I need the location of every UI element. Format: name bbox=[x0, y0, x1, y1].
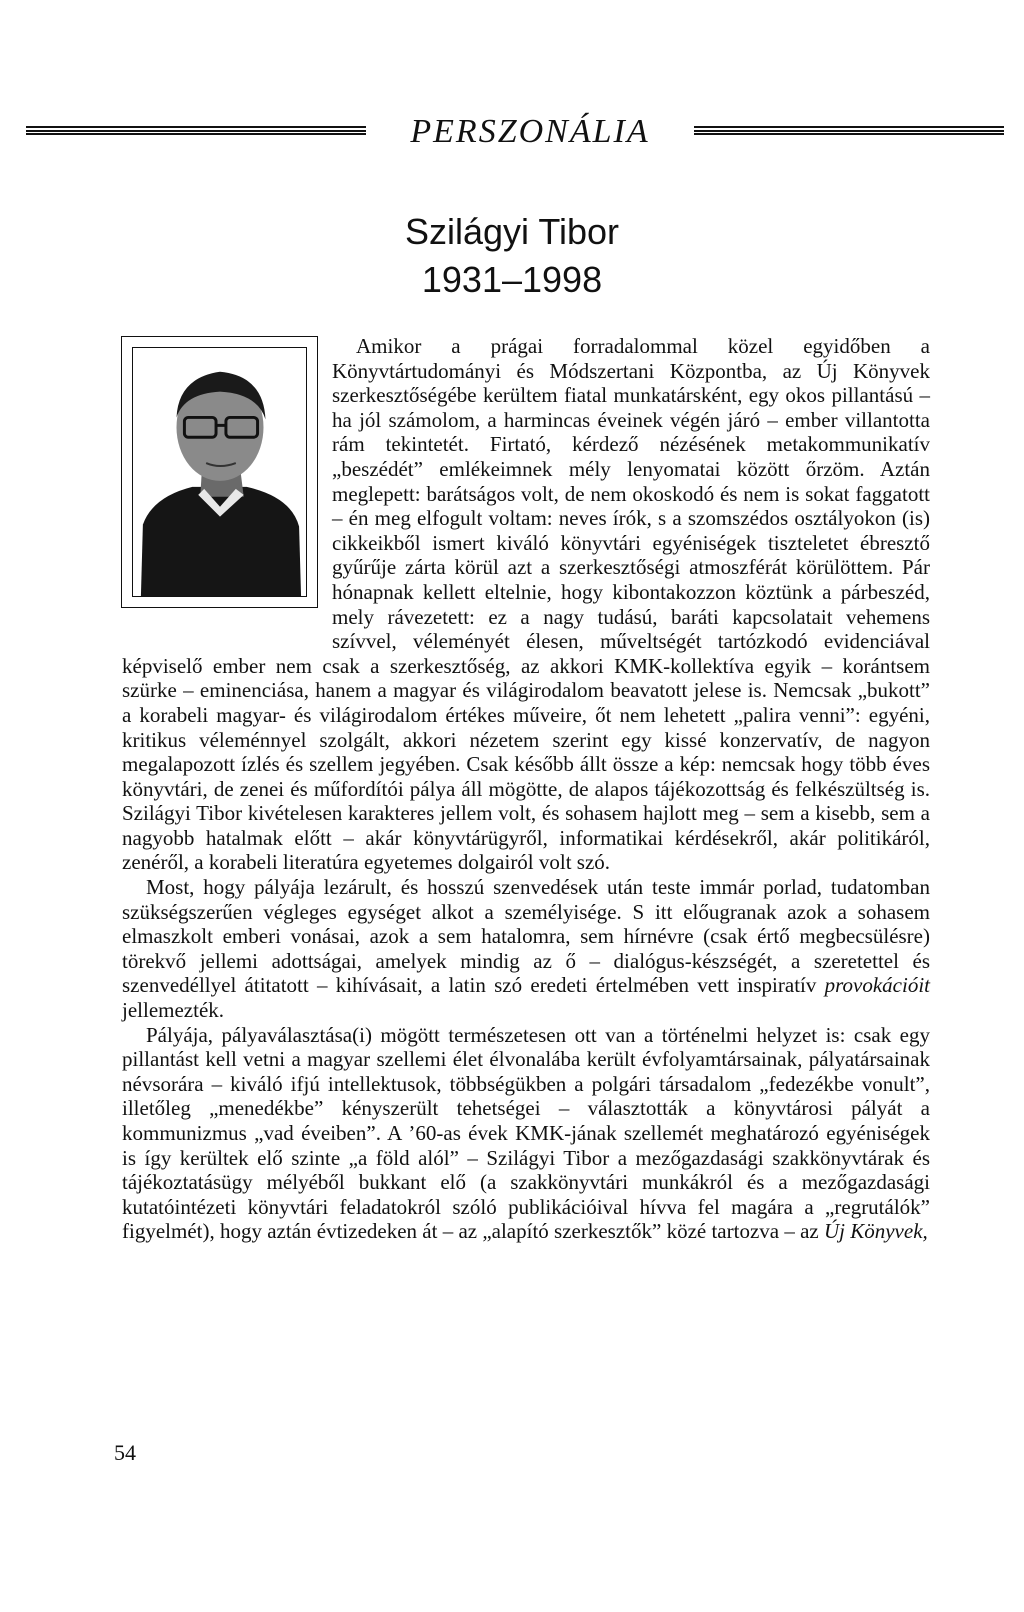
paragraph-2-end: jellemezték. bbox=[122, 998, 225, 1023]
paragraph-2-text: Most, hogy pályája lezárult, és hosszú szenvedések után teste immár porlad, tudatomban szükségszerűen végleges egységet alkot a személyisége. S itt előugranak azok a sohasem elmaszkolt emberi vonásai, azok a sem hatalomra, sem hírnévre (csak értő megbecsülésre) törekvő jellemi adottságai, amelyek mindig az ő – dialógus-készségét, a szeretettel és szenvedéllyel átitatott – kihívásait, a latin szó eredeti értelmében vett inspiratív bbox=[122, 875, 930, 998]
obituary-name: Szilágyi Tibor bbox=[404, 211, 620, 252]
section-title: PERSZONÁLIA bbox=[410, 113, 650, 150]
obituary-years: 1931–1998 bbox=[421, 259, 603, 300]
photo-text-wrap bbox=[122, 334, 332, 634]
section-header bbox=[14, 108, 1010, 154]
paragraph-3 bbox=[122, 1023, 930, 1244]
header-rule-left bbox=[26, 126, 366, 135]
paragraph-3-text: Pályája, pályaválasztása(i) mögött természetesen ott van a történelmi helyzet is: csak egy pillantást kell vetni a magyar szellemi élet élvonalába került évfolyamtársainak, pályatársainak névsorára – kiváló ifjú intellektusok, többségükben a polgári társadalom „fedezékbe vonult”, illetőleg „menedékbe” kényszerült tehetségei – választották a könyvtárosi pályát a kommunizmus „vad éveiben”. A ’60-as évek KMK-jának szellemét meghatározó egyéniségek is így kerültek elő szinte „a föld alól” – Szilágyi Tibor a mezőgazdasági szakkönyvtárak és tájékoztatásügy mélyéből bukkant elő (a szakkönyvtári munkákról és a mezőgazdasági kutatóintézeti könyvtári feladatokról szóló publikációival hívva fel magára a „regrutálók” figyelmét), hogy aztán évtizedeken át – az „alapító szerkesztők” közé tartozva – az bbox=[122, 1022, 930, 1244]
paragraph-2 bbox=[122, 875, 930, 1023]
paragraph-3-emphasis: Új Könyvek, bbox=[823, 1219, 928, 1244]
paragraph-1: Amikor a prágai forradalommal közel egyidőben a Könyvtártudományi és Módszertani Központba, az Új Könyvek szerkesztőségébe kerültem fiatal munkatársként, egy okos pillantású – ha jól számolom, a harmincas éveinek végén járó – ember villantotta rám tekintetét. Firtató, kérdező nézésének metakommunikatív „beszédét” emlékeimnek mély lenyomatai között őrzöm. Aztán meglepett: barátságos volt, de nem okoskodó és nem is sokat faggatott – én meg elfogult voltam: neves írók, s a szomszédos osztályokon (is) cikkeikből ismert kiváló könyvtári egyéniségek tiszteletet ébresztő gyűrűje zárta körül azt a szerkesztőségi atmoszférát körülöttem. Pár hónapnak kellett eltelnie, hogy kibontakozzon köztünk a párbeszéd, mely rávezetett: ez a nagy tudású, baráti kapcsolatait vehemens szívvel, véleményét élesen, műveltségét tartózkodó evidenciával képviselő ember nem csak a szerkesztőség, az akkori KMK-kollektíva egyik – korántsem szürke – eminenciása, hanem a magyar és világirodalom beavatott jelese is. Nemcsak „bukott” a korabeli magyar- és világirodalom értékes műveire, őt nem lehetett „palira venni”: egyéni, kritikus véleménnyel szolgált, akkori nézetem szerint egy kissé konzervatív, de nagyon megalapozott ízlés és szellem jegyében. Csak később állt össze a kép: nemcsak hogy több éves könyvtári, de zenei és műfordítói pálya áll mögötte, de alapos tájékozottság és felkészültség is. Szilágyi Tibor kivételesen karakteres jellem volt, és sohasem hajlott meg – sem a kisebb, sem a nagyobb hatalmak előtt – akár könyvtárügyről, informatikai kérdésekről, akár politikáról, zenéről, a korabeli literatúra egyetemes dolgairól volt szó. bbox=[122, 334, 930, 875]
page-number: 54 bbox=[114, 1440, 136, 1465]
header-rule-right bbox=[694, 126, 1004, 135]
paragraph-2-emphasis: provokációit bbox=[824, 973, 930, 998]
article-body bbox=[122, 334, 930, 1244]
